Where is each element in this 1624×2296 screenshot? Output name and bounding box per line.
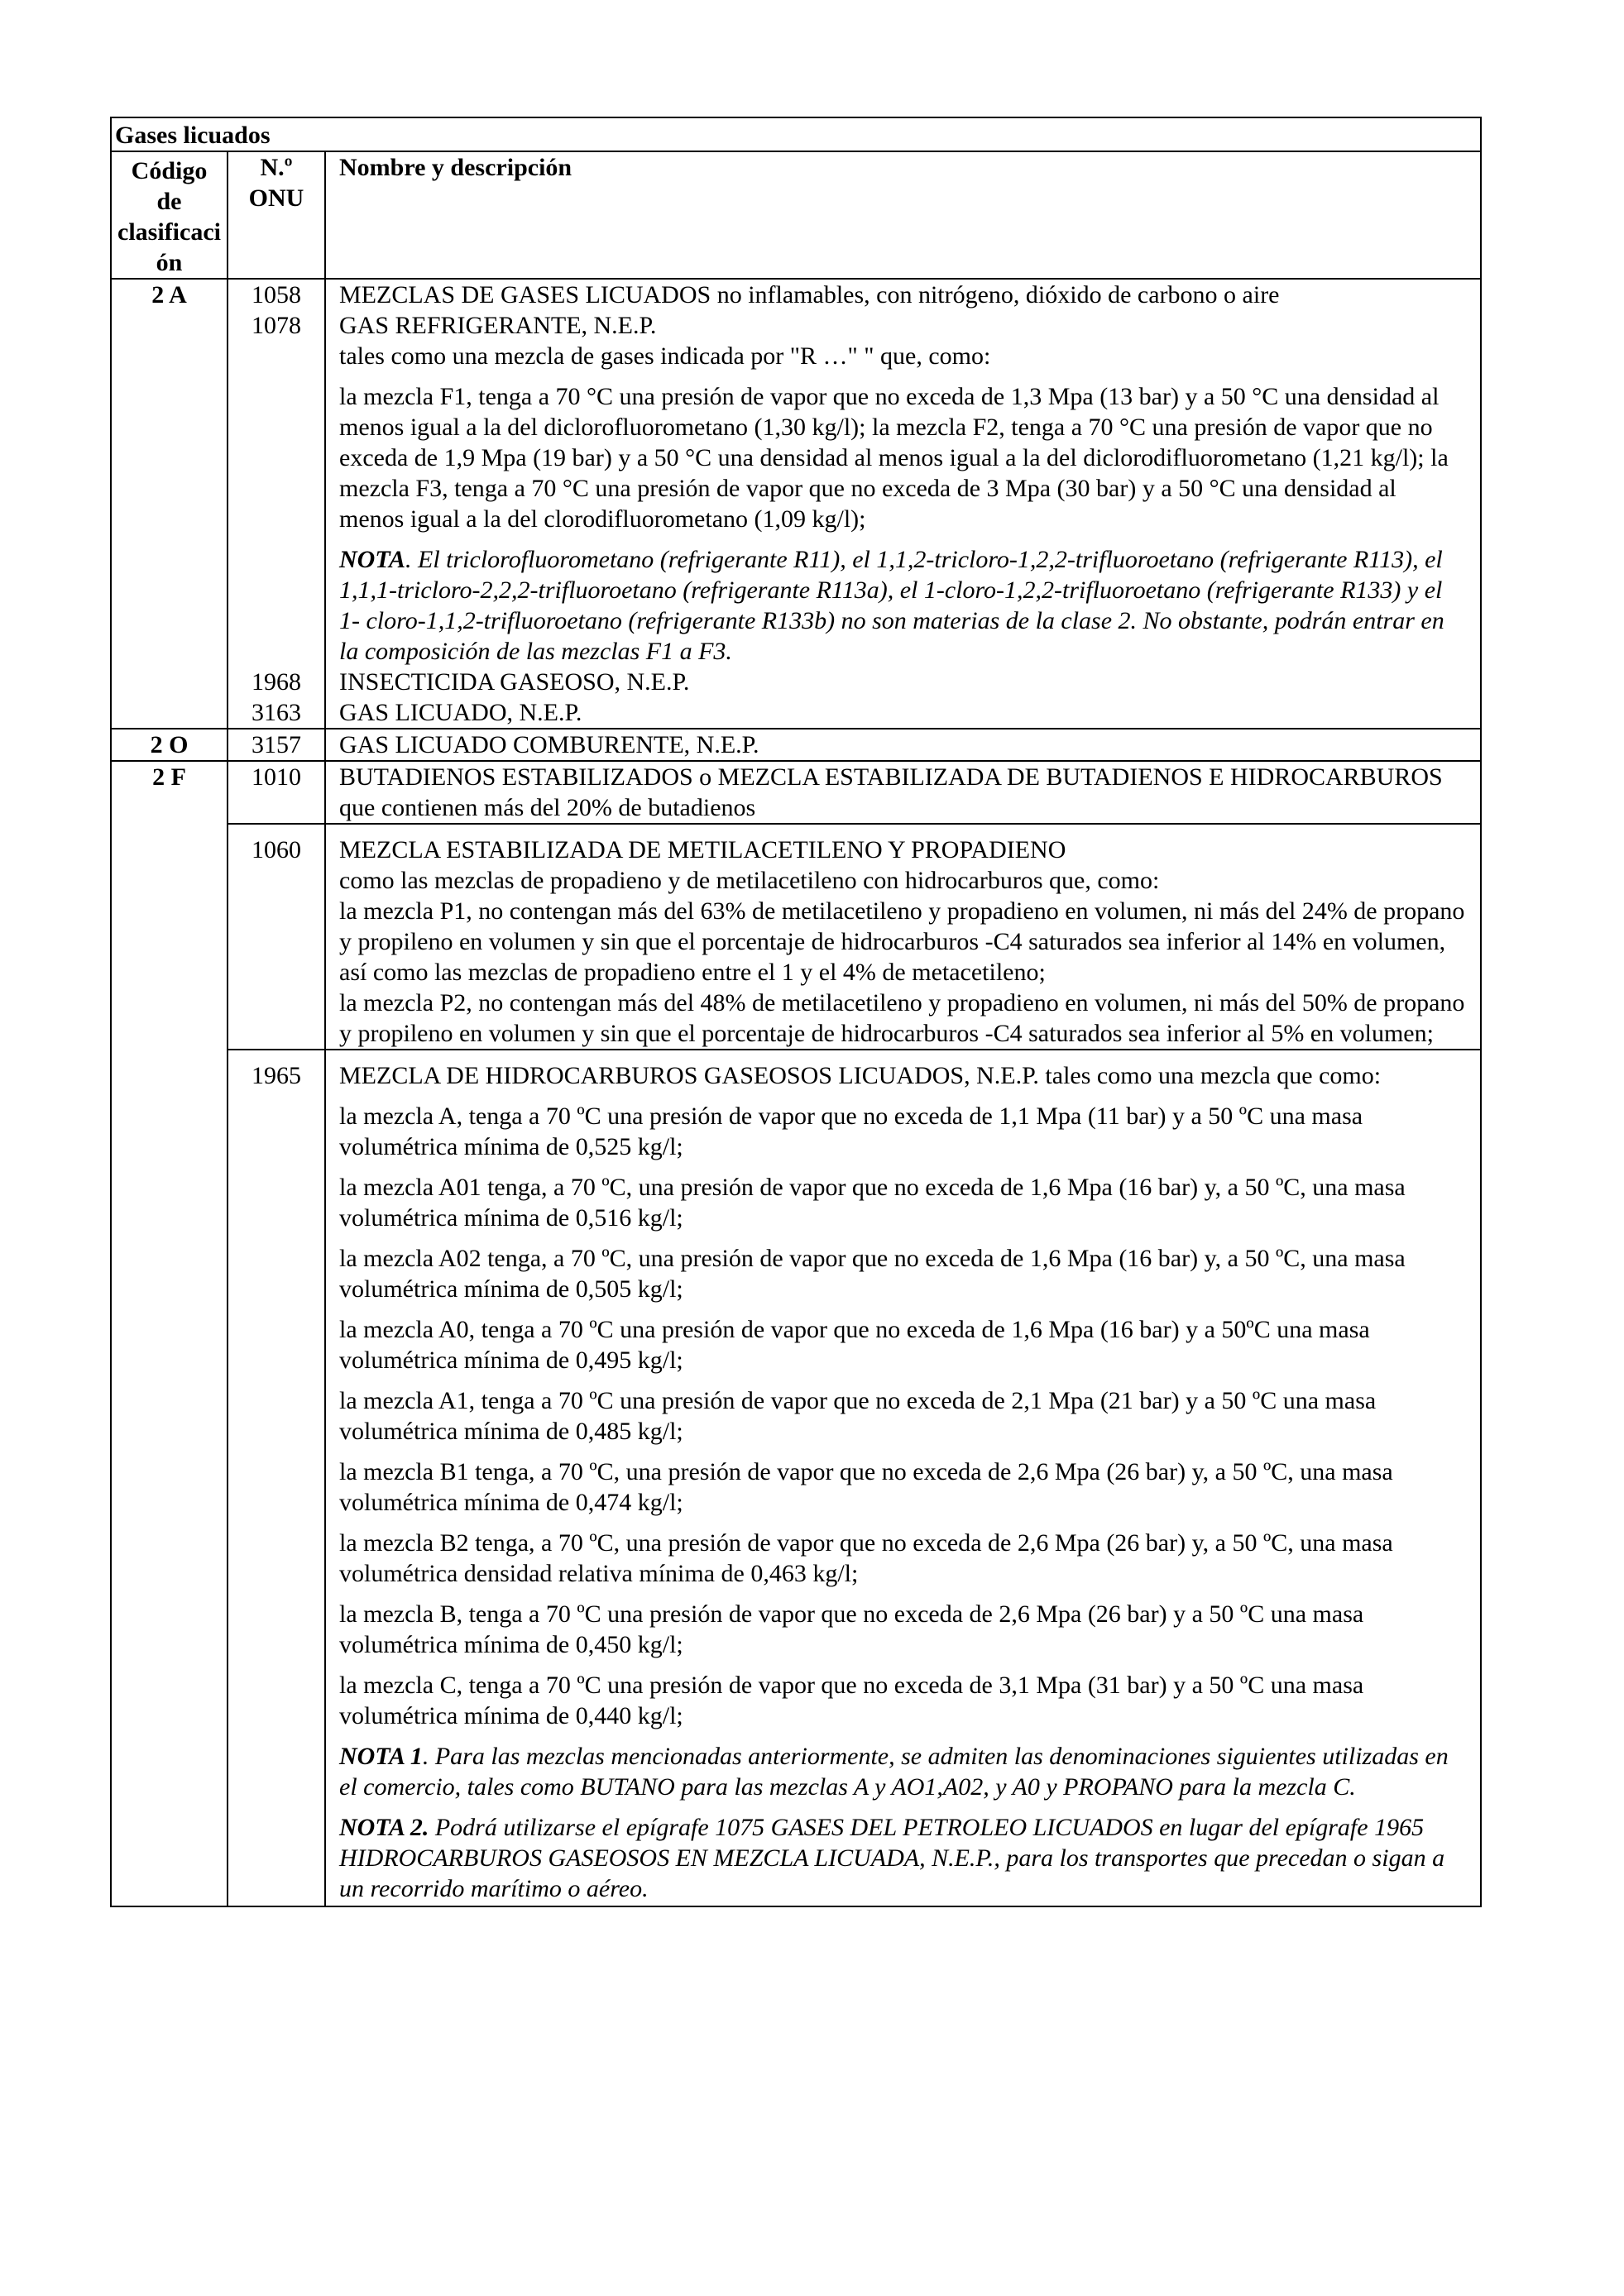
mixture-spec: la mezcla B1 tenga, a 70 ºC, una presión de vapor que no exceda de 2,6 Mpa (26 bar) y, a 50 ºC, una masa volumétrica mínima de 0,474 kg/l;: [339, 1458, 1393, 1516]
mixture-spec: la mezcla F1, tenga a 70 °C una presión de vapor que no exceda de 1,3 Mpa (13 bar) y a 50 °C una densidad al menos igual a la del diclorofluorometano (1,30 kg/l); la mezcla F2, tenga a 70 °C una presión de vapor que no exceda de 1,9 Mpa (19 bar) y a 50 °C una densidad al menos igual a la del diclorodifluorometano (1,21 kg/l); la mezcla F3, tenga a 70 °C una presión de vapor que no exceda de 3 Mpa (30 bar) y a 50 °C una densidad al menos igual a la del clorodifluorometano (1,09 kg/l);: [339, 383, 1449, 533]
onu-number: 1078: [252, 312, 301, 339]
header-line: ón: [156, 249, 183, 276]
header-line: N.º: [260, 154, 293, 181]
note-label: NOTA 1: [339, 1743, 423, 1770]
mixture-spec: la mezcla B2 tenga, a 70 ºC, una presión de vapor que no exceda de 2,6 Mpa (26 bar) y, a 50 ºC, una masa volumétrica densidad relativa mínima de 0,463 kg/l;: [339, 1529, 1393, 1587]
column-header-row: [111, 151, 1481, 279]
onu-number: 1010: [228, 761, 325, 824]
onu-number: 1968: [252, 668, 301, 696]
table-title: Gases licuados: [111, 117, 1481, 151]
class-code: 2 A: [111, 279, 228, 729]
description-line: GAS LICUADO, N.E.P.: [339, 699, 582, 726]
table-row: [111, 729, 1481, 761]
note-text: Podrá utilizarse el epígrafe 1075 GASES DEL PETROLEO LICUADOS en lugar del epígrafe 1965 HIDROCARBUROS GASEOSOS EN MEZCLA LICUADA, N.E.P., para los transportes que precedan o sigan a un recorrido marítimo o aéreo.: [339, 1814, 1445, 1902]
onu-column-header: [228, 151, 325, 279]
note-text: . El triclorofluorometano (refrigerante R11), el 1,1,2-tricloro-1,2,2-trifluoroetano (refrigerante R113), el 1,1,1-tricloro-2,2,2-trifluoroetano (refrigerante R113a), el 1-cloro-1,2,2-trifluoroetano (refrigerante R133) y el 1- cloro-1,1,2-trifluoroetano (refrigerante R133b) no son materias de la clase 2. No obstante, podrán entrar en la composición de las mezclas F1 a F3.: [339, 546, 1444, 665]
note-label: NOTA: [339, 546, 406, 573]
table-row: [111, 824, 1481, 1050]
description-line: MEZCLA DE HIDROCARBUROS GASEOSOS LICUADOS, N.E.P. tales como una mezcla que como:: [339, 1062, 1382, 1089]
note-paragraph: [339, 544, 1467, 667]
table-row: [111, 1050, 1481, 1906]
document-page: [110, 117, 1480, 1907]
mixture-spec: la mezcla P1, no contengan más del 63% de metilacetileno y propadieno en volumen, ni más del 24% de propano y propileno en volumen y sin que el porcentaje de hidrocarburos -C4 saturados sea inferior al 14% en volumen, así como las mezclas de propadieno entre el 1 y el 4% de metacetileno;: [339, 897, 1465, 986]
header-line: Código: [131, 157, 208, 184]
mixture-spec: la mezcla A0, tenga a 70 ºC una presión de vapor que no exceda de 1,6 Mpa (16 bar) y a 50ºC una masa volumétrica mínima de 0,495 kg/l;: [339, 1316, 1370, 1374]
mixture-spec: la mezcla A1, tenga a 70 ºC una presión de vapor que no exceda de 2,1 Mpa (21 bar) y a 50 ºC una masa volumétrica mínima de 0,485 kg/l;: [339, 1387, 1377, 1445]
note-paragraph: [339, 1741, 1467, 1802]
mixture-spec: la mezcla A02 tenga, a 70 ºC, una presión de vapor que no exceda de 1,6 Mpa (16 bar) y, a 50 ºC, una masa volumétrica mínima de 0,505 kg/l;: [339, 1245, 1406, 1303]
description-cell: [325, 1050, 1481, 1906]
description-line: GAS REFRIGERANTE, N.E.P.: [339, 312, 657, 339]
code-column-header: [111, 151, 228, 279]
mixture-spec: la mezcla A01 tenga, a 70 ºC, una presión de vapor que no exceda de 1,6 Mpa (16 bar) y, a 50 ºC, una masa volumétrica mínima de 0,516 kg/l;: [339, 1174, 1406, 1232]
onu-number: 1058: [252, 281, 301, 309]
class-code: 2 F: [111, 761, 228, 1906]
description-line: como las mezclas de propadieno y de metilacetileno con hidrocarburos que, como:: [339, 867, 1160, 894]
mixture-spec: la mezcla B, tenga a 70 ºC una presión de vapor que no exceda de 2,6 Mpa (26 bar) y a 50 ºC una masa volumétrica mínima de 0,450 kg/l;: [339, 1600, 1364, 1658]
table-title-row: [111, 117, 1481, 151]
description-cell: [325, 824, 1481, 1050]
desc-column-header: Nombre y descripción: [325, 151, 1481, 279]
description-cell: GAS LICUADO COMBURENTE, N.E.P.: [325, 729, 1481, 761]
onu-number: 3157: [228, 729, 325, 761]
onu-number: 1060: [228, 824, 325, 1050]
description-line: INSECTICIDA GASEOSO, N.E.P.: [339, 668, 690, 696]
description-cell: BUTADIENOS ESTABILIZADOS o MEZCLA ESTABILIZADA DE BUTADIENOS E HIDROCARBUROS que contienen más del 20% de butadienos: [325, 761, 1481, 824]
header-line: clasificaci: [117, 218, 221, 246]
mixture-spec: la mezcla C, tenga a 70 ºC una presión de vapor que no exceda de 3,1 Mpa (31 bar) y a 50 ºC una masa volumétrica mínima de 0,440 kg/l;: [339, 1672, 1364, 1729]
note-text: . Para las mezclas mencionadas anteriormente, se admiten las denominaciones siguientes utilizadas en el comercio, tales como BUTANO para las mezclas A y AO1,A02, y A0 y PROPANO para la mezcla C.: [339, 1743, 1449, 1801]
class-code: 2 O: [111, 729, 228, 761]
description-line: MEZCLA ESTABILIZADA DE METILACETILENO Y PROPADIENO: [339, 836, 1066, 863]
liquefied-gases-table: [110, 117, 1482, 1907]
onu-number: 3163: [252, 699, 301, 726]
table-row: [111, 761, 1481, 824]
note-paragraph: [339, 1812, 1467, 1904]
header-line: ONU: [248, 184, 304, 212]
description-cell: [325, 279, 1481, 729]
mixture-spec: la mezcla A, tenga a 70 ºC una presión de vapor que no exceda de 1,1 Mpa (11 bar) y a 50 ºC una masa volumétrica mínima de 0,525 kg/l;: [339, 1103, 1363, 1160]
mixture-spec: la mezcla P2, no contengan más del 48% de metilacetileno y propadieno en volumen, ni más del 50% de propano y propileno en volumen y sin que el porcentaje de hidrocarburos -C4 saturados sea inferior al 5% en volumen;: [339, 989, 1465, 1047]
onu-number: 1965: [228, 1050, 325, 1906]
onu-cell: [228, 279, 325, 729]
note-label: NOTA 2.: [339, 1814, 429, 1841]
table-row: [111, 279, 1481, 729]
description-line: tales como una mezcla de gases indicada por "R …" " que, como:: [339, 342, 991, 370]
description-line: MEZCLAS DE GASES LICUADOS no inflamables, con nitrógeno, dióxido de carbono o aire: [339, 281, 1280, 309]
header-line: de: [156, 188, 182, 215]
